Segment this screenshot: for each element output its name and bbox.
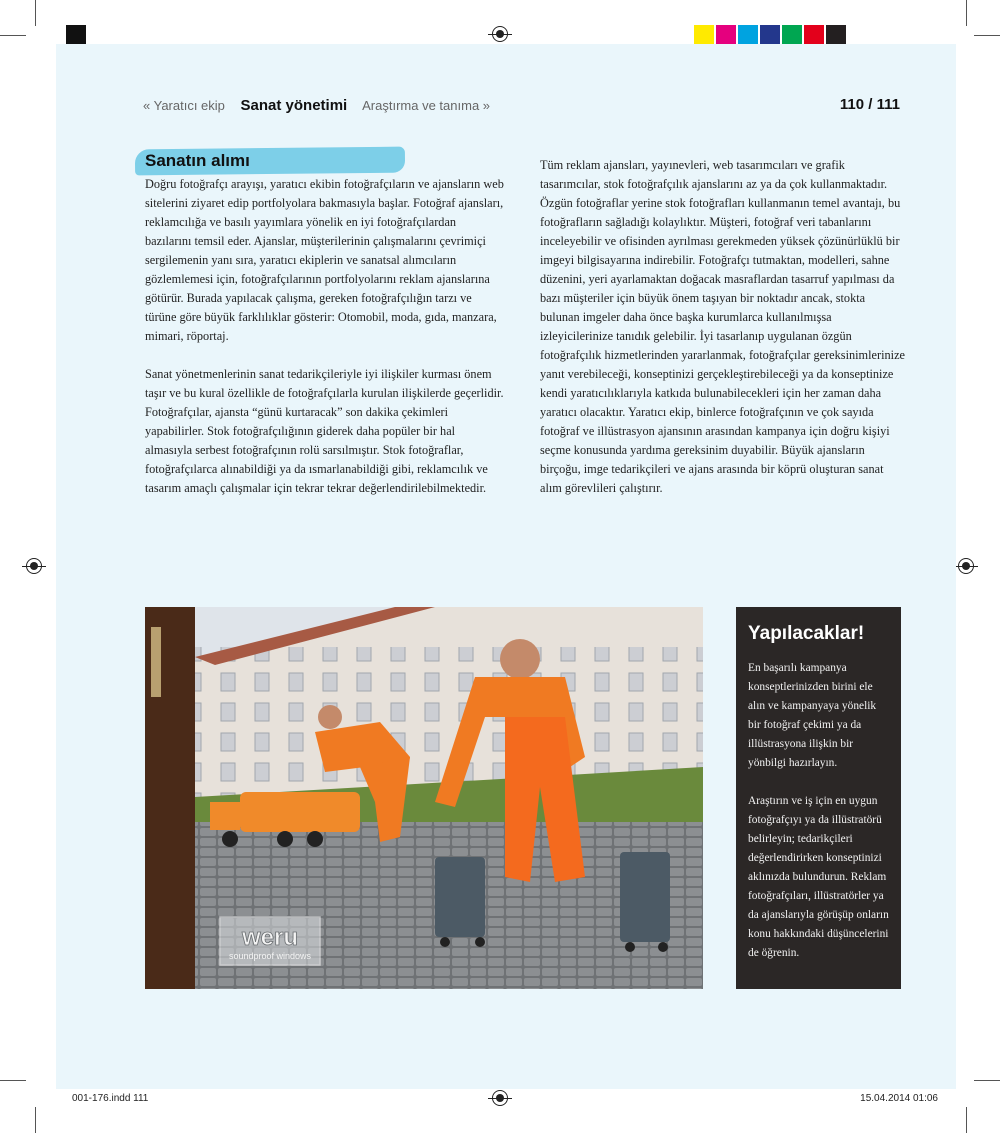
crop-mark-top-left-h [0, 35, 26, 36]
breadcrumb-current: Sanat yönetimi [240, 97, 348, 114]
page-number: 110 / 111 [839, 96, 900, 113]
registration-square [66, 25, 86, 45]
breadcrumb-next-link[interactable]: Araştırma ve tanıma » [362, 98, 491, 113]
breadcrumb [143, 97, 502, 114]
weru-tagline: soundproof windows [228, 951, 312, 961]
section-heading: Sanatın alımı [145, 151, 250, 170]
registration-mark-bottom [492, 1090, 508, 1106]
crop-mark-bottom-right-h [974, 1080, 1000, 1081]
color-swatch [826, 25, 846, 45]
todo-sidebar [736, 607, 901, 989]
todo-paragraph: En başarılı kampanya konseptlerinizden birini ele alın ve kampanyaya yönelik bir fotoğraf çekimi ya da illüstrasyona ilişkin bir yönbilgi hazırlayın. [748, 662, 877, 769]
todo-paragraph: Araştırın ve iş için en uygun fotoğrafçıyı ya da illüstratörü belirleyin; tedarikçileri değerlendirirken konseptinizi aklınızda bulundurun. Reklam fotoğrafçıları, illüstratörler ya da ajanslarıyla görüşüp onların konu hakkındaki düşüncelerini de öğrenin. [748, 795, 889, 959]
right-column [540, 156, 905, 517]
crop-mark-top-left [35, 0, 36, 26]
crop-mark-top-right-h [974, 35, 1000, 36]
weru-logo: weru [241, 924, 299, 951]
color-swatch [738, 25, 758, 45]
color-swatch [782, 25, 802, 45]
crop-mark-bottom-left-h [0, 1080, 26, 1081]
crop-mark-bottom-left [35, 1107, 36, 1133]
color-swatch [804, 25, 824, 45]
color-swatch [716, 25, 736, 45]
footer-file-info: 001-176.indd 111 [72, 1093, 149, 1104]
registration-mark-right [958, 558, 974, 574]
body-paragraph: Doğru fotoğrafçı arayışı, yaratıcı ekibin fotoğrafçıların ve ajansların web sitelerini ziyaret edip portfolyolara bakmasıyla başlar. Fotoğraf ajansları, reklamcılığa ve basılı yayımlara yönelik en iyi fotoğrafçılardan bazılarını temsil eder. Ajanslar, müşterilerinin çalışmalarını çevrimiçi sergilemenin yanı sıra, yaratıcı ekiplerin ve sanatsal alımcıların gözlemlemesi için, fotoğrafçılarının portfolyolarını reklam ajanslarına götürür. Burada yapılacak çalışma, gereken fotoğrafçılığın tarzı ve türüne göre büyük farklılıklar gösterir: Otomobil, moda, gıda, manzara, mimari, röportaj. [145, 177, 504, 343]
color-swatch [694, 25, 714, 45]
footer-date-info: 15.04.2014 01:06 [860, 1093, 938, 1104]
advertisement-photo [145, 607, 703, 989]
todo-title: Yapılacaklar! [748, 623, 865, 644]
crop-mark-top-right [966, 0, 967, 26]
left-column [145, 175, 505, 517]
crop-mark-bottom-right [966, 1107, 967, 1133]
registration-mark-left [26, 558, 42, 574]
body-paragraph: Sanat yönetmenlerinin sanat tedarikçileriyle iyi ilişkiler kurması önem taşır ve bu kural özellikle de fotoğrafçılarla kurulan ilişkilerde geçerlidir. Fotoğrafçılar, ajansta “günü kurtaracak” son dakika çekimleri yapabilirler. Stok fotoğrafçılığının giderek daha popüler bir hal almasıyla serbest fotoğrafçının rolü sarsılmıştır. Stok fotoğraflar, fotoğrafçılarca alınabildiği ya da ısmarlanabildiği gibi, reklamcılık ve tasarım amaçlı çalışmalar için tekrar tekrar değerlendirilebilmektedir. [145, 367, 504, 495]
color-swatch [760, 25, 780, 45]
registration-mark-top [492, 26, 508, 42]
body-paragraph: Tüm reklam ajansları, yayınevleri, web tasarımcıları ve grafik tasarımcılar, stok fotoğrafçılık ajanslarını az ya da çok kullanmaktadır. Özgün fotoğraflar yerine stok fotoğrafları kullanmanın temel avantajı, bu fotoğrafların sağladığı kolaylıktır. Müşteri, fotoğraf veri tabanlarını inceleyebilir ve ofisinden ayrılması gerekmeden yüksek çözünürlüklü bir imgeyi bilgisayarına indirebilir. Fotoğrafçı tutmaktan, modelleri, sahne düzenini, yeri ayarlamaktan doğacak masraflardan tasarruf yapılması da bazı müşteriler için büyük önem taşıyan bir noktadır ancak, stokta bulunan imgeler daha önce başka kurumlarca kullanılmışsa izleyicilerinize tanıdık gelebilir. İyi tasarlanıp uygulanan özgün fotoğrafçılık hizmetlerinden yararlanmak, fotoğrafçılar gereksinimlerinize yanıt verebileceği, konseptinizi gerçekleştirebileceği ya da konseptinize kendi yaratıcılıklarıyla katkıda bulunabilecekleri için her zaman daha yaratıcı olacaktır. Yaratıcı ekip, binlerce fotoğrafçının ve çok sayıda fotoğraf ve illüstrasyon ajansının arasından kampanya için doğru kişiyi seçme konusunda yardıma gereksinim duyabilir. Büyük ajansların birçoğu, imge tedarikçileri ve ajans arasında bir köprü oluşturan sanat alım görevlileri çalıştırır. [540, 158, 905, 495]
breadcrumb-prev-link[interactable]: « Yaratıcı ekip [143, 98, 225, 113]
